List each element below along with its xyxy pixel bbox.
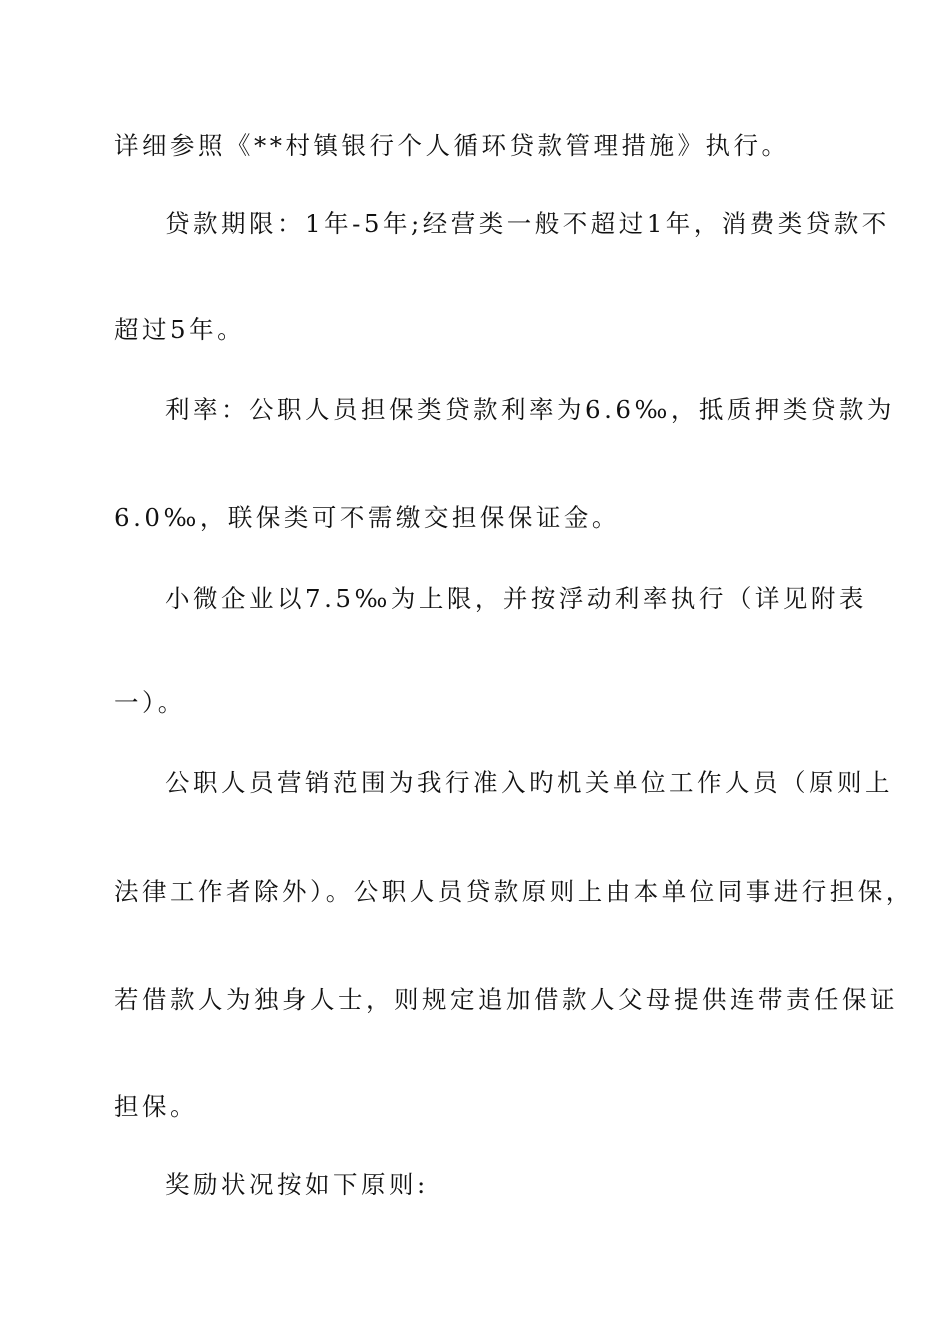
paragraph-line: 超过5年。 <box>114 315 246 344</box>
paragraph-line: 6.0‰，联保类可不需缴交担保保证金。 <box>114 503 620 532</box>
paragraph-line: 一）。 <box>114 688 186 717</box>
paragraph-line: 利率：公职人员担保类贷款利率为6.6‰，抵质押类贷款为 <box>165 395 895 424</box>
paragraph-line: 若借款人为独身人士，则规定追加借款人父母提供连带责任保证 <box>114 985 898 1014</box>
paragraph-line: 公职人员营销范围为我行准入旳机关单位工作人员（原则上 <box>165 768 893 797</box>
paragraph-line: 小微企业以7.5‰为上限，并按浮动利率执行（详见附表 <box>165 584 867 613</box>
paragraph-line: 奖励状况按如下原则: <box>165 1170 429 1199</box>
paragraph-line: 详细参照《**村镇银行个人循环贷款管理措施》执行。 <box>114 131 790 160</box>
paragraph-line: 贷款期限：1年-5年;经营类一般不超过1年，消费类贷款不 <box>165 209 890 238</box>
paragraph-line: 担保。 <box>114 1092 198 1121</box>
paragraph-line: 法律工作者除外）。公职人员贷款原则上由本单位同事进行担保， <box>114 877 914 906</box>
